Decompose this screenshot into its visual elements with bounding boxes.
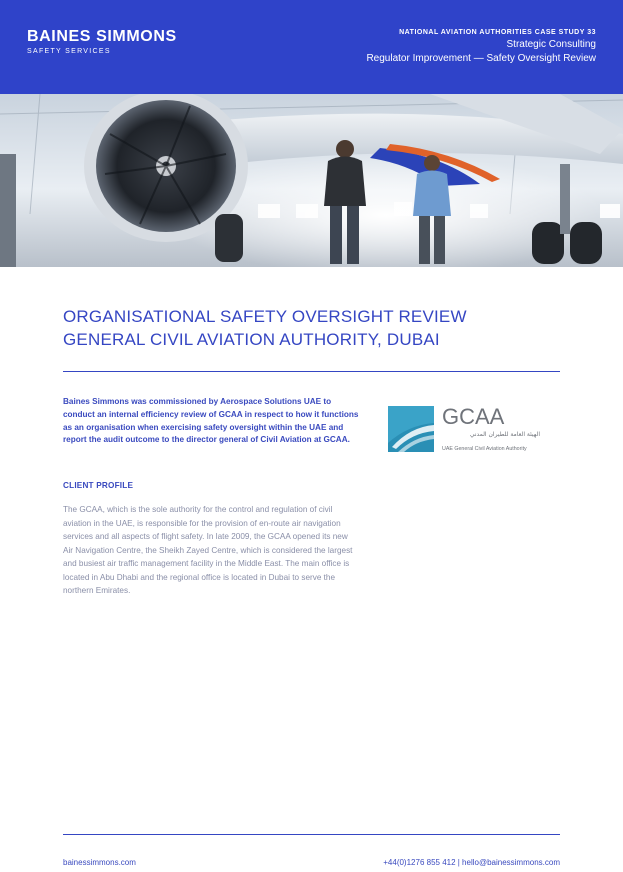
case-study-title: NATIONAL AVIATION AUTHORITIES CASE STUDY 33: [399, 29, 596, 36]
hangar-aircraft-photo: [0, 94, 623, 267]
intro-paragraph: Baines Simmons was commissioned by Aerospace Solutions UAE to conduct an internal efficiency review of GCAA in respect to how it functions as an organisation when exercising safety oversight within the UAE and report the audit outcome to the director general of Civil Aviation at GCAA.: [63, 397, 359, 445]
footer-divider: [63, 834, 560, 835]
case-study-info: [366, 28, 596, 66]
gcaa-arabic-name: الهيئة العامة للطيران المدني: [469, 431, 540, 438]
brand-logo: [27, 28, 177, 56]
page-title: [63, 305, 563, 351]
title-line-1: ORGANISATIONAL SAFETY OVERSIGHT REVIEW: [63, 307, 467, 326]
gcaa-emblem-icon: [388, 403, 543, 455]
client-profile-heading: CLIENT PROFILE: [63, 481, 134, 490]
brand-subtitle: SAFETY SERVICES: [27, 48, 111, 55]
header-banner: [0, 0, 623, 94]
service-line: Strategic Consulting: [506, 39, 596, 50]
service-subline: Regulator Improvement — Safety Oversight Review: [366, 53, 596, 64]
hero-image: [0, 94, 623, 267]
brand-name: BAINES SIMMONS: [27, 28, 177, 45]
footer-contact[interactable]: +44(0)1276 855 412 | hello@bainessimmons.com: [383, 858, 560, 867]
client-profile-text: The GCAA, which is the sole authority for the control and regulation of civil aviation in the UAE, is responsible for the provision of en-route air navigation services and all aspects of flight safety. In late 2009, the GCAA opened its new Air Navigation Centre, the Sheikh Zayed Centre, which is considered the largest and busiest air traffic management facility in the Middle East. The main office is located in Abu Dhabi and the regional office is located in Dubai to serve the northern Emirates.: [63, 505, 353, 595]
title-divider: [63, 371, 560, 372]
footer-website-link[interactable]: bainessimmons.com: [63, 858, 136, 867]
gcaa-wordmark: GCAA: [442, 404, 505, 429]
title-line-2: GENERAL CIVIL AVIATION AUTHORITY, DUBAI: [63, 330, 440, 349]
gcaa-english-name: UAE General Civil Aviation Authority: [442, 446, 527, 452]
gcaa-logo: [388, 403, 543, 455]
